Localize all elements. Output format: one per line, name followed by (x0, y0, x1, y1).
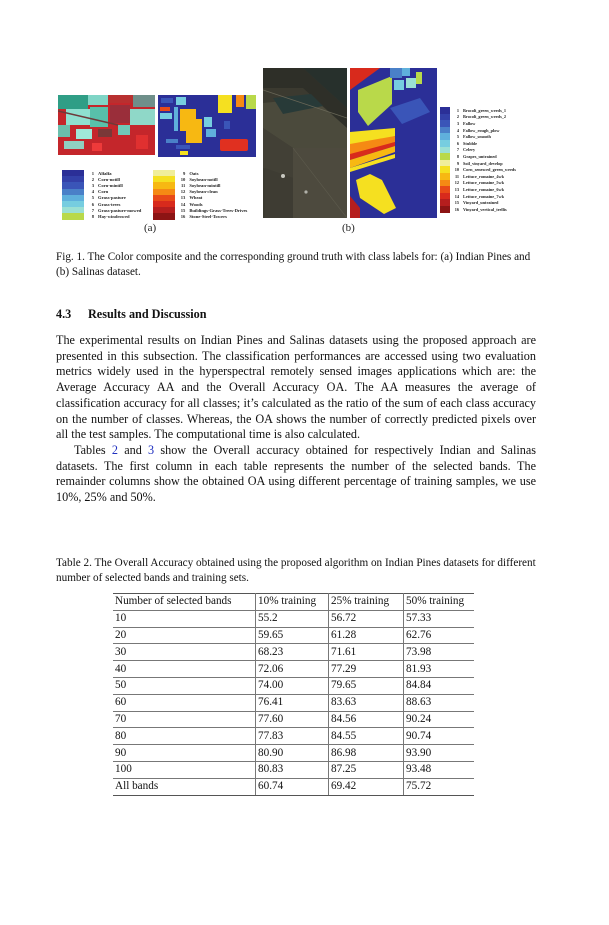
legend-number: 9 (183, 170, 186, 176)
panel-a-label: (a) (144, 222, 157, 234)
legend-label: Soybean-notill (189, 176, 218, 182)
table-cell: 80.90 (256, 745, 329, 762)
legend-label: Vinyard_vertical_trellis (463, 206, 507, 212)
table-cell: 77.29 (329, 661, 404, 678)
table-cell: 50 (113, 677, 256, 694)
legend-swatch (440, 133, 450, 140)
table-row (113, 711, 474, 728)
table-cell: 40 (113, 661, 256, 678)
legend-label: Lettuce_romaine_5wk (463, 180, 504, 186)
table-3-link[interactable]: 3 (148, 442, 155, 457)
figure-caption: Fig. 1. The Color composite and the corresponding ground truth with class labels for: (a) Indian Pines and (b) Salinas dataset. (56, 251, 531, 278)
legend-number: 16 (454, 206, 459, 212)
legend-swatch (62, 213, 84, 219)
legend-column (62, 170, 141, 220)
table-cell: 73.98 (404, 644, 475, 661)
legend-swatch (440, 186, 450, 193)
legend-entry (440, 180, 516, 187)
table-cell: 55.2 (256, 610, 329, 627)
table-cell: 80 (113, 728, 256, 745)
indian-pines-ground-truth (158, 95, 256, 157)
legend-number: 15 (454, 200, 459, 206)
legend-number: 2 (91, 176, 94, 182)
legend-number: 5 (456, 134, 459, 140)
table-cell: 68.23 (256, 644, 329, 661)
table-cell: 10 (113, 610, 256, 627)
legend-label: Lettuce_romaine_7wk (463, 193, 504, 199)
table-header-row (113, 594, 474, 611)
legend-number: 8 (456, 153, 459, 159)
table-header-cell: 25% training (329, 594, 404, 611)
table-cell: 84.56 (329, 711, 404, 728)
table-cell: 60 (113, 694, 256, 711)
legend-salinas (440, 107, 516, 213)
table-cell: 87.25 (329, 761, 404, 778)
table-cell: 80.83 (256, 761, 329, 778)
legend-label: Woods (189, 201, 203, 207)
table-row (113, 728, 474, 745)
section-heading (56, 307, 207, 322)
legend-label: Stubble (463, 140, 478, 146)
legend-swatch (440, 206, 450, 213)
legend-entry (440, 140, 516, 147)
legend-swatch (440, 140, 450, 147)
table-cell: 93.48 (404, 761, 475, 778)
table-caption: Table 2. The Overall Accuracy obtained using the proposed algorithm on Indian Pines datasets for different number of selected bands and training sets. (56, 557, 536, 584)
text: and (117, 442, 149, 457)
legend-entry (440, 107, 516, 114)
table-row (113, 778, 474, 795)
salinas-color-composite (263, 68, 347, 218)
table-cell: 84.84 (404, 677, 475, 694)
table-cell: 20 (113, 627, 256, 644)
legend-number: 5 (91, 195, 94, 201)
legend-label: Oats (189, 170, 199, 176)
legend-number: 8 (91, 213, 94, 219)
legend-label: Grass-trees (98, 201, 121, 207)
legend-number: 14 (180, 201, 186, 207)
legend-label: Soybean-clean (189, 189, 218, 195)
legend-number: 7 (456, 147, 459, 153)
table-cell: 59.65 (256, 627, 329, 644)
legend-number: 10 (180, 176, 186, 182)
legend-label: Corn_senesced_green_weeds (463, 167, 516, 173)
table-cell: 70 (113, 711, 256, 728)
table-cell: 84.55 (329, 728, 404, 745)
table-cell: 81.93 (404, 661, 475, 678)
legend-label: Soybean-mintill (189, 182, 221, 188)
text: show the Overall accuracy obtained for respectively Indian and Salinas datasets. The first column in each table represents the number of the selected bands. The remainder columns show the obtained OA using different percentage of training samples, we use 10%, 25% and 50%. (56, 442, 536, 505)
table-cell: 74.00 (256, 677, 329, 694)
table-cell: 57.33 (404, 610, 475, 627)
legend-label: Alfalfa (98, 170, 112, 176)
legend-number: 1 (91, 170, 94, 176)
table-row (113, 761, 474, 778)
table-cell: 30 (113, 644, 256, 661)
legend-number: 7 (91, 207, 94, 213)
table-cell: 77.83 (256, 728, 329, 745)
legend-entry (440, 193, 516, 200)
legend-label: Fallow (463, 120, 476, 126)
table-cell: 62.76 (404, 627, 475, 644)
legend-label: Brocoli_green_weeds_1 (463, 107, 507, 113)
legend-label: Corn-mintill (98, 182, 123, 188)
legend-label: Wheat (189, 195, 203, 201)
legend-swatch (440, 114, 450, 121)
legend-entry (440, 160, 516, 167)
legend-swatch (440, 166, 450, 173)
table-header-cell: Number of selected bands (113, 594, 256, 611)
legend-label: Brocoli_green_weeds_2 (463, 114, 507, 120)
salinas-ground-truth (350, 68, 437, 218)
text: Tables (74, 442, 112, 457)
legend-entry (62, 213, 141, 219)
table-cell: 71.61 (329, 644, 404, 661)
table-cell: 60.74 (256, 778, 329, 795)
legend-entry (440, 147, 516, 154)
table-cell: 90.24 (404, 711, 475, 728)
table-cell: 69.42 (329, 778, 404, 795)
legend-entry (440, 173, 516, 180)
panel-b-label: (b) (342, 222, 355, 234)
legend-label: Hay-windrowed (98, 213, 130, 219)
legend-swatch (440, 147, 450, 154)
legend-number: 10 (454, 167, 459, 173)
legend-number: 15 (180, 207, 186, 213)
legend-number: 12 (454, 180, 459, 186)
table-row (113, 694, 474, 711)
legend-swatch (440, 153, 450, 160)
section-number: 4.3 (56, 307, 72, 321)
legend-label: Lettuce_romaine_6wk (463, 186, 504, 192)
table-cell: 72.06 (256, 661, 329, 678)
table-row (113, 745, 474, 762)
legend-number: 3 (91, 182, 94, 188)
legend-number: 11 (180, 182, 186, 188)
legend-label: Grapes_untrained (463, 153, 497, 159)
table-cell: 90 (113, 745, 256, 762)
legend-label: Vinyard_untrained (463, 200, 499, 206)
legend-number: 3 (456, 120, 459, 126)
legend-column (153, 170, 247, 220)
legend-swatch (440, 107, 450, 114)
table-cell: 77.60 (256, 711, 329, 728)
body-text (56, 333, 536, 506)
legend-swatch (440, 127, 450, 134)
legend-number: 2 (456, 114, 459, 120)
table-cell: 56.72 (329, 610, 404, 627)
legend-entry (440, 120, 516, 127)
legend-number: 12 (180, 189, 186, 195)
table-cell: 61.28 (329, 627, 404, 644)
indian-pines-color-composite (58, 95, 155, 155)
legend-entry (440, 186, 516, 193)
paragraph-1: The experimental results on Indian Pines and Salinas datasets using the proposed approach are presented in this subsection. The classification performances are accessed using two evaluation metrics widely used in the hyperspectral remotely sensed images applications which are: the Average Accuracy AA and the Overall Accuracy OA. The AA measures the average of classification accuracy for all classes; it’s calculated as the ratio of the sum of each class accuracy on the number of classes. Whereas, the OA shows the number of correctly predicted pixels over all the test samples. The computational time is also calculated. (56, 333, 536, 442)
table-row (113, 661, 474, 678)
table-cell: 90.74 (404, 728, 475, 745)
paragraph-2 (56, 443, 536, 506)
legend-number: 4 (456, 127, 459, 133)
legend-number: 9 (456, 160, 459, 166)
legend-label: Fallow_rough_plow (463, 127, 500, 133)
legend-number: 13 (180, 195, 186, 201)
legend-label: Grass-pasture (98, 195, 126, 201)
legend-number: 1 (456, 107, 459, 113)
legend-label: Stone-Steel-Towers (189, 213, 227, 219)
table-header-cell: 10% training (256, 594, 329, 611)
legend-label: Grass-pasture-mowed (98, 207, 142, 213)
table-row (113, 677, 474, 694)
table-cell: 93.90 (404, 745, 475, 762)
legend-number: 4 (91, 189, 94, 195)
legend-swatch (440, 120, 450, 127)
table-row (113, 644, 474, 661)
section-title: Results and Discussion (88, 307, 207, 321)
table-cell: 79.65 (329, 677, 404, 694)
legend-label: Buildings-Grass-Trees-Drives (189, 207, 248, 213)
legend-number: 6 (91, 201, 94, 207)
legend-label: Celery (463, 147, 476, 153)
legend-label: Fallow_smooth (463, 134, 491, 140)
legend-entry (440, 153, 516, 160)
legend-number: 14 (454, 193, 459, 199)
legend-swatch (440, 160, 450, 167)
legend-entry (440, 114, 516, 121)
legend-swatch (440, 193, 450, 200)
legend-number: 11 (454, 173, 459, 179)
legend-swatch (440, 180, 450, 187)
table-cell: All bands (113, 778, 256, 795)
legend-entry (153, 213, 247, 219)
table-2-link[interactable]: 2 (111, 442, 118, 457)
table-row (113, 610, 474, 627)
table-row (113, 627, 474, 644)
legend-number: 6 (456, 140, 459, 146)
legend-indian-pines (62, 170, 247, 220)
legend-entry (440, 199, 516, 206)
table-cell: 100 (113, 761, 256, 778)
table-cell: 88.63 (404, 694, 475, 711)
legend-label: Soil_vinyard_develop (463, 160, 503, 166)
table-cell: 86.98 (329, 745, 404, 762)
legend-entry (440, 127, 516, 134)
legend-swatch (440, 199, 450, 206)
legend-swatch (153, 213, 175, 219)
legend-number: 16 (180, 213, 186, 219)
results-table (113, 593, 474, 796)
legend-number: 13 (454, 186, 459, 192)
legend-label: Lettuce_romaine_4wk (463, 173, 504, 179)
legend-swatch (440, 173, 450, 180)
legend-entry (440, 133, 516, 140)
legend-entry (440, 166, 516, 173)
table-cell: 76.41 (256, 694, 329, 711)
legend-label: Corn-notill (98, 176, 120, 182)
legend-entry (440, 206, 516, 213)
table-header-cell: 50% training (404, 594, 475, 611)
table-cell: 83.63 (329, 694, 404, 711)
table-cell: 75.72 (404, 778, 475, 795)
legend-label: Corn (98, 189, 109, 195)
